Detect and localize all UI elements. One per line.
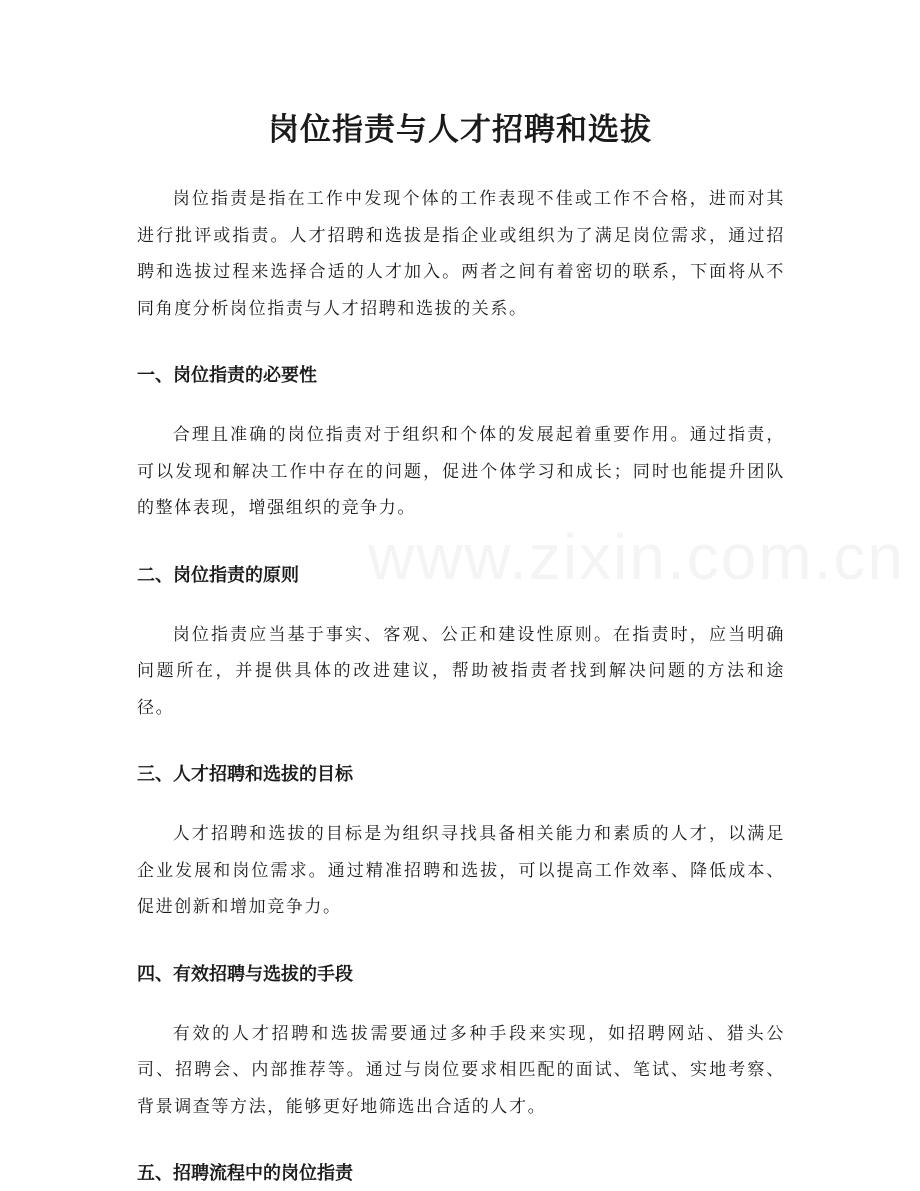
section-heading-1: 一、岗位指责的必要性 (137, 365, 317, 386)
section-heading-3: 三、人才招聘和选拔的目标 (137, 764, 353, 785)
section-body-2: 岗位指责应当基于事实、客观、公正和建设性原则。在指责时，应当明确问题所在，并提供具体的改进建议，帮助被指责者找到解决问题的方法和途径。 (137, 624, 785, 718)
section-body-1: 合理且准确的岗位指责对于组织和个体的发展起着重要作用。通过指责，可以发现和解决工作中存在的问题，促进个体学习和成长；同时也能提升团队的整体表现，增强组织的竞争力。 (137, 425, 785, 518)
document-body (137, 181, 785, 1189)
section-body-3: 人才招聘和选拔的目标是为组织寻找具备相关能力和素质的人才，以满足企业发展和岗位需求。通过精准招聘和选拔，可以提高工作效率、降低成本、促进创新和增加竞争力。 (137, 824, 785, 917)
section-heading-4: 四、有效招聘与选拔的手段 (137, 963, 353, 985)
intro-paragraph: 岗位指责是指在工作中发现个体的工作表现不佳或工作不合格，进而对其进行批评或指责。人才招聘和选拔是指企业或组织为了满足岗位需求，通过招聘和选拔过程来选择合适的人才加入。两者之间有着密切的联系，下面将从不同角度分析岗位指责与人才招聘和选拔的关系。 (137, 189, 785, 319)
section-heading-5: 五、招聘流程中的岗位指责 (137, 1163, 353, 1184)
page-title: 岗位指责与人才招聘和选拔 (268, 112, 652, 148)
section-body-4: 有效的人才招聘和选拔需要通过多种手段来实现，如招聘网站、猎头公司、招聘会、内部推荐等。通过与岗位要求相匹配的面试、笔试、实地考察、背景调查等方法，能够更好地筛选出合适的人才。 (137, 1023, 785, 1117)
section-heading-2: 二、岗位指责的原则 (137, 564, 299, 586)
